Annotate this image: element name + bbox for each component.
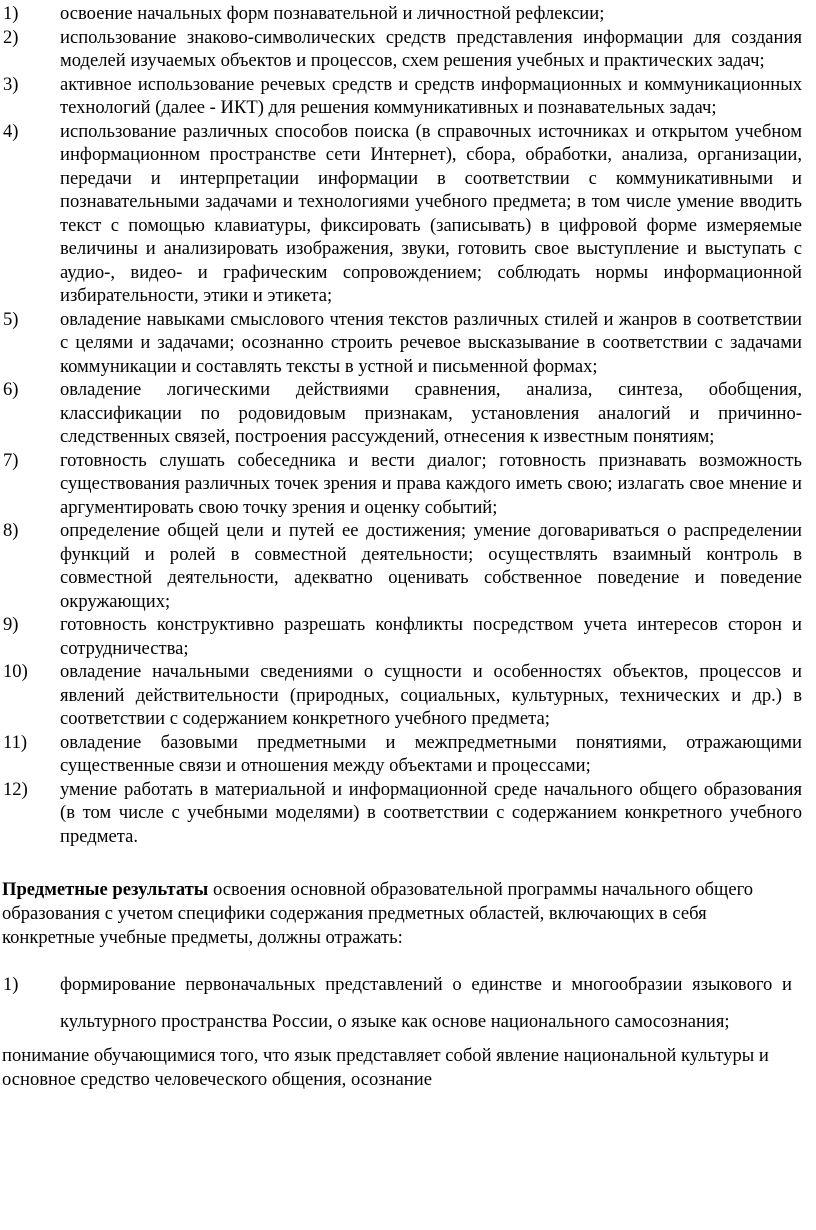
list-item-number: 8) [3,520,19,541]
subject-results-list [0,967,814,1040]
list-item-text: освоение начальных форм познавательной и личностной рефлексии; [60,3,605,24]
list-item-number: 7) [3,449,19,471]
list-item-text: овладение навыками смыслового чтения текстов различных стилей и жанров в соответствии с целями и задачами; осознанно строить речевое высказывание в соответствии с задачами коммуникации и составлять тексты в устной и письменной формах; [60,308,802,377]
list-item-number: 9) [3,614,19,635]
list-item [0,120,814,308]
list-item [0,378,814,449]
list-item-number: 1) [3,3,19,24]
list-item-text: использование знаково-символических средств представления информации для создания моделей изучаемых объектов и процессов, схем решения учебных и практических задач; [60,26,802,71]
list-item [0,73,814,120]
list-item-text: овладение логическими действиями сравнения, анализа, синтеза, обобщения, классификации по родовидовым признакам, установления аналогий и причинно-следственных связей, построения рассуждений, отнесения к известным понятиям; [60,379,802,447]
list-item [0,967,814,1040]
list-item [0,778,814,849]
list-item-number: 2) [3,26,19,48]
list-item-text: умение работать в материальной и информационной среде начального общего образования (в том числе с учебными моделями) в соответствии с содержанием конкретного учебного предмета. [60,778,802,847]
list-item-number: 6) [3,379,19,400]
list-item-number: 5) [3,308,19,330]
list-item-text: формирование первоначальных представлений о единстве и многообразии языкового и культурного пространства России, о языке как основе национального самосознания; [60,974,792,1032]
subject-results-heading: Предметные результаты [2,879,209,900]
list-item-number: 4) [3,120,19,142]
list-item [0,519,814,613]
list-item [0,613,814,660]
list-item-text: овладение начальными сведениями о сущности и особенностях объектов, процессов и явлений действительности (природных, социальных, культурных, технических и др.) в соответствии с содержанием конкретного учебного предмета; [60,661,802,729]
list-item [0,660,814,731]
list-item-text: овладение базовыми предметными и межпредметными понятиями, отражающими существенные связи и отношения между объектами и процессами; [60,731,802,776]
continuation-paragraph: понимание обучающимися того, что язык представляет собой явление национальной культуры и основное средство человеческого общения, осознание [2,1045,769,1090]
list-item [0,308,814,379]
list-item-number: 3) [3,73,19,95]
list-item [0,449,814,520]
list-item [0,26,814,73]
subject-results-paragraph [0,878,814,950]
list-item-text: готовность конструктивно разрешать конфликты посредством учета интересов сторон и сотрудничества; [60,614,802,659]
list-item-number: 10) [3,661,28,682]
list-item [0,731,814,778]
list-item-number: 11) [3,731,28,753]
list-item-number: 12) [3,778,28,800]
list-item-number: 1) [3,974,19,995]
subject-results-text: освоения основной образовательной программы начального общего образования с учетом специфики содержания предметных областей, включающих в себя конкретные учебные предметы, должны отражать: [2,879,754,948]
list-item-text: активное использование речевых средств и средств информационных и коммуникационных технологий (далее - ИКТ) для решения коммуникативных и познавательных задач; [60,73,802,118]
list-item-text: определение общей цели и путей ее достижения; умение договариваться о распределении функций и ролей в совместной деятельности; осуществлять взаимный контроль в совместной деятельности, адекватно оценивать собственное поведение и поведение окружающих; [60,520,802,612]
list-item-text: готовность слушать собеседника и вести диалог; готовность признавать возможность существования различных точек зрения и права каждого иметь свою; излагать свое мнение и аргументировать свою точку зрения и оценку событий; [60,449,802,518]
list-item-text: использование различных способов поиска (в справочных источниках и открытом учебном информационном пространстве сети Интернет), сбора, обработки, анализа, организации, передачи и интерпретации информации в соответствии с коммуникативными и познавательными задачами и технологиями учебного предмета; в том числе умение вводить текст с помощью клавиатуры, фиксировать (записывать) в цифровой форме измеряемые величины и анализировать изображения, звуки, готовить свое выступление и выступать с аудио-, видео- и графическим сопровождением; соблюдать нормы информационной избирательности, этики и этикета; [60,120,802,306]
list-item [0,2,814,26]
